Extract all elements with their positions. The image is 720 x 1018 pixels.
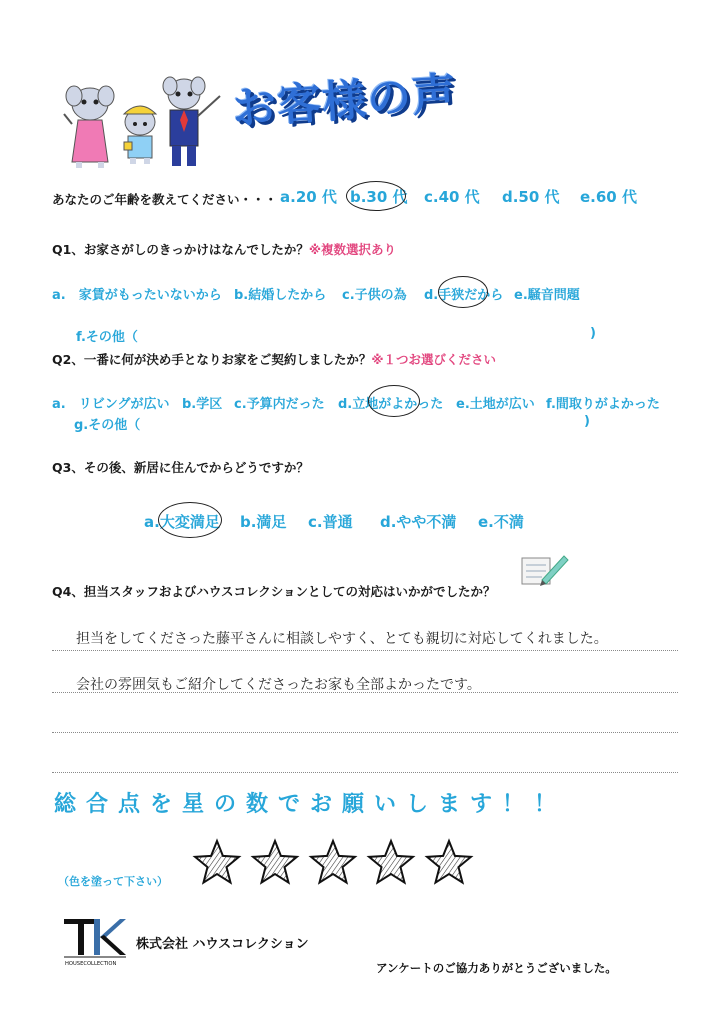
q2-option-e: e.土地が広い: [456, 397, 535, 412]
q4-answer-line-1: 担当をしてくださった藤平さんに相談しやすく、とても親切に対応してくれました。: [76, 631, 608, 647]
q3-question: Q3、その後、新居に住んでからどうですか？: [52, 460, 309, 475]
answer-line-divider: [52, 692, 678, 693]
q3-option-a: a.大変満足: [144, 513, 220, 531]
q1-question-text: Q1、お家さがしのきっかけはなんでしたか？: [52, 242, 309, 257]
q4-question: Q4、担当スタッフおよびハウスコレクションとしての対応はいかがでしたか？: [52, 584, 496, 599]
q1-question: [52, 240, 396, 258]
q3-option-b: b.満足: [240, 513, 287, 531]
answer-circle-mark: [368, 385, 420, 417]
answer-line-divider: [52, 772, 678, 773]
answer-circle-mark: [346, 181, 406, 211]
q1-other-close: ): [590, 326, 596, 341]
father-mascot-icon: [163, 77, 220, 166]
q2-question-text: Q2、一番に何が決め手となりお家をご契約しましたか？: [52, 352, 372, 367]
q2-option-b: b.学区: [182, 397, 223, 412]
company-logo: [62, 915, 130, 967]
q3-option-c: c.普通: [308, 513, 353, 531]
age-option-30: b.30 代: [350, 188, 408, 206]
memo-pencil-icon: [520, 552, 570, 588]
q1-option-a: a. 家賃がもったいないから: [52, 288, 222, 303]
rating-star-icon: [427, 841, 471, 883]
q2-option-a: a. リビングが広い: [52, 397, 170, 412]
logo-text: HOUSECOLLECTION: [65, 961, 117, 967]
age-option-40: c.40 代: [424, 188, 480, 206]
girl-mascot-icon: [64, 86, 114, 168]
q3-option-d: d.やや不満: [380, 513, 457, 531]
q2-option-d: d.立地がよかった: [338, 397, 444, 412]
q1-option-e: e.騒音問題: [514, 288, 580, 303]
q1-option-b: b.結婚したから: [234, 288, 327, 303]
age-option-50: d.50 代: [502, 188, 560, 206]
q2-option-f: f.間取りがよかった: [546, 397, 660, 412]
answer-line-divider: [52, 650, 678, 651]
company-name: 株式会社 ハウスコレクション: [136, 937, 309, 952]
q2-option-other: g.その他（: [74, 418, 141, 433]
rating-heading: 総合点を星の数でお願いします！！: [54, 792, 567, 817]
star-rating: [190, 838, 480, 888]
rating-instruction: （色を塗って下さい）: [58, 875, 168, 888]
page-title: お客様の声: [230, 68, 459, 136]
age-option-20: a.20 代: [280, 188, 337, 206]
q4-answer-line-2: 会社の雰囲気もご紹介してくださったお家も全部よかったです。: [76, 677, 481, 693]
q1-note: ※複数選択あり: [308, 242, 396, 257]
age-option-60: e.60 代: [580, 188, 637, 206]
q2-question: [52, 350, 496, 368]
rating-star-icon: [369, 841, 413, 883]
mascot-illustration: [58, 72, 228, 172]
answer-line-divider: [52, 732, 678, 733]
q2-other-close: ): [584, 414, 590, 429]
thanks-message: アンケートのご協力ありがとうございました。: [376, 961, 617, 975]
child-mascot-icon: [124, 106, 156, 164]
q3-option-e: e.不満: [478, 513, 524, 531]
q1-option-c: c.子供の為: [342, 288, 407, 303]
rating-star-icon: [311, 841, 355, 883]
q2-note: ※１つお選びください: [371, 352, 496, 367]
answer-circle-mark: [438, 276, 488, 308]
q1-option-other: f.その他（: [76, 330, 138, 345]
star-rating-graphic: [190, 838, 480, 888]
answer-circle-mark: [158, 502, 222, 538]
rating-star-icon: [253, 841, 297, 883]
rating-star-icon: [195, 841, 239, 883]
q2-option-c: c.予算内だった: [234, 397, 325, 412]
age-question: あなたのご年齢を教えてください・・・: [52, 192, 278, 207]
q1-option-d: d.手狭だから: [424, 288, 504, 303]
